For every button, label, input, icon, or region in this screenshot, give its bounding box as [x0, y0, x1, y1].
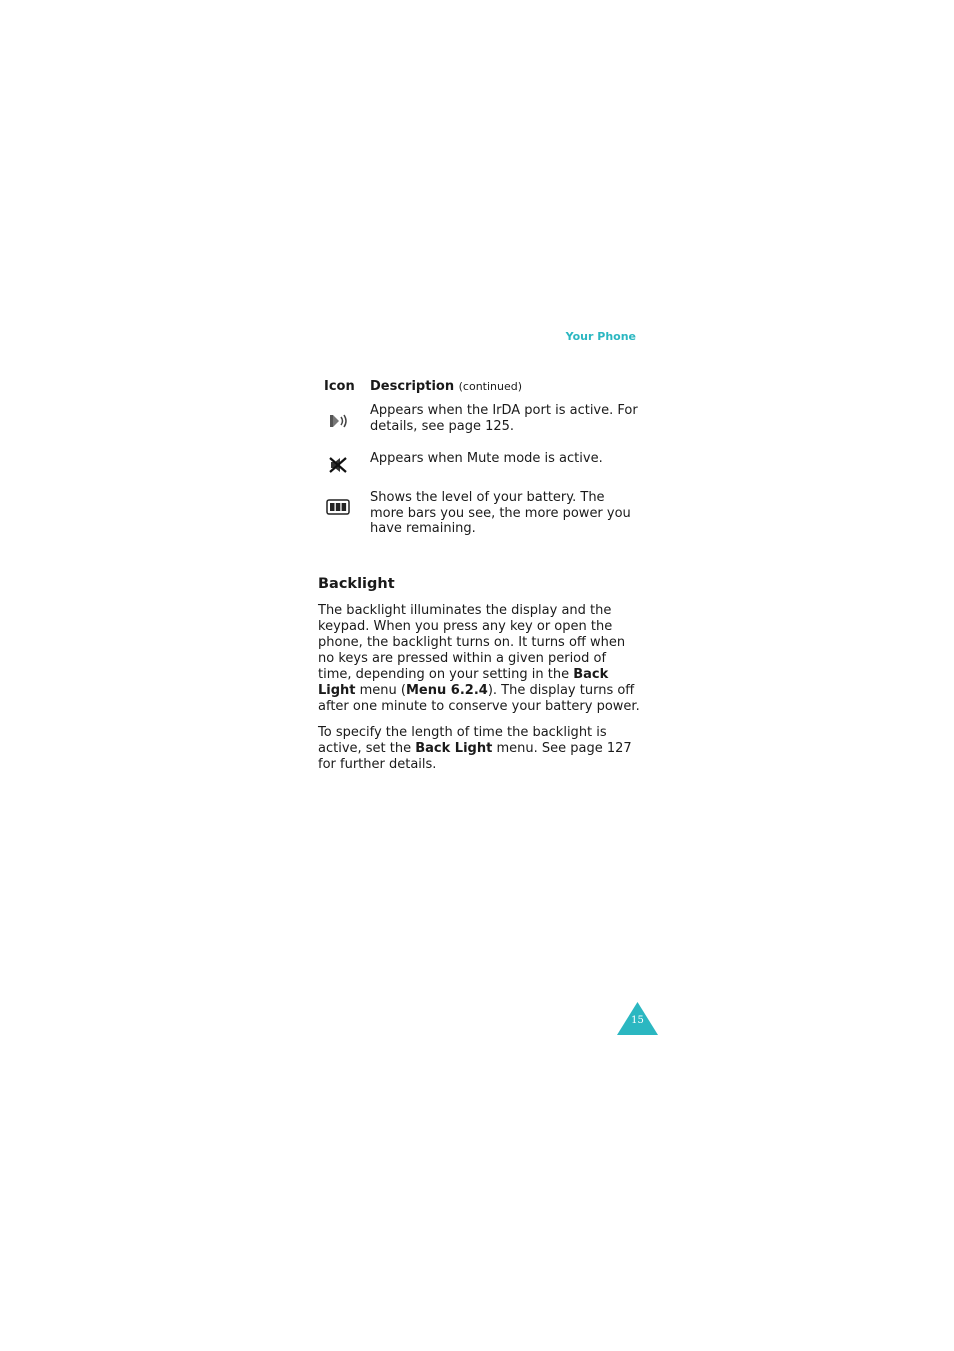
- running-header: Your Phone: [565, 330, 636, 343]
- irda-icon: [326, 411, 350, 431]
- battery-icon: [326, 497, 350, 517]
- mute-icon: [326, 455, 350, 475]
- description-label: Description: [370, 379, 455, 394]
- table-header-icon: Icon: [324, 379, 355, 394]
- section-title: Backlight: [318, 576, 395, 592]
- continued-note: (continued): [458, 380, 523, 393]
- table-row-mute-description: Appears when Mute mode is active.: [370, 451, 603, 466]
- table-row-battery-description: Shows the level of your battery. The more bars you see, the more power you have remaining.: [370, 490, 631, 536]
- backlight-paragraph-1: The backlight illuminates the display and the keypad. When you press any key or open the phone, the backlight turns on. It turns off when no keys are pressed within a given period of time, depending on your setting in the Back Light menu (Menu 6.2.4). The display turns off after one minute to conserve your battery power.: [318, 603, 640, 714]
- table-row-irda-description: Appears when the IrDA port is active. For details, see page 125.: [370, 403, 638, 434]
- table-header-description: [370, 379, 522, 394]
- backlight-paragraph-2: To specify the length of time the backlight is active, set the Back Light menu. See page 127 for further details.: [318, 725, 632, 772]
- page-number: 15: [631, 1015, 644, 1026]
